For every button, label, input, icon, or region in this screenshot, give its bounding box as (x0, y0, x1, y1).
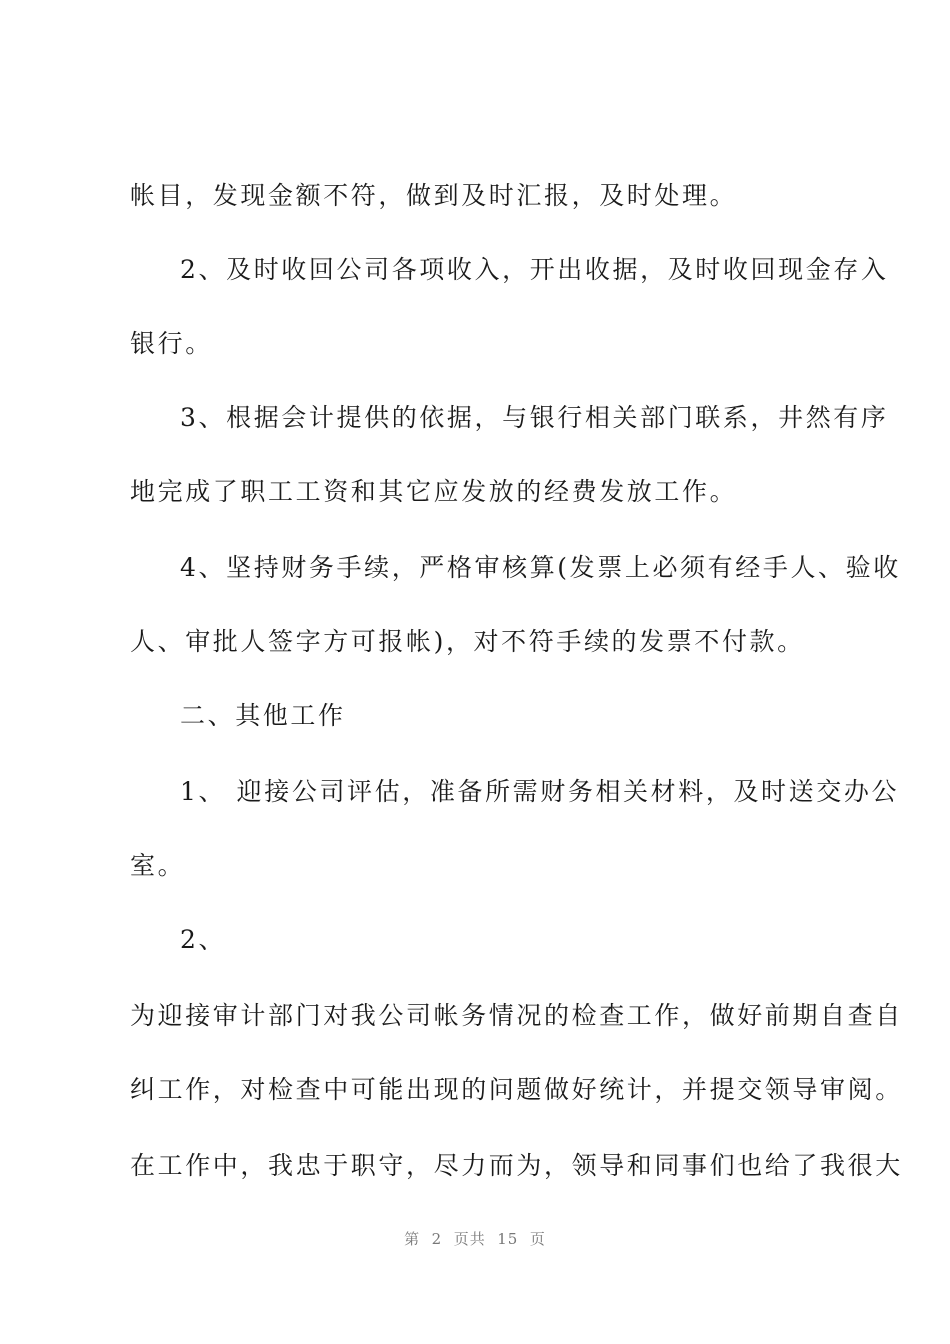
section-heading: 二、其他工作 (180, 701, 346, 730)
body-line-7: 人、审批人签字方可报帐)，对不符手续的发票不付款。 (130, 627, 805, 656)
body-line-1: 帐目，发现金额不符，做到及时汇报，及时处理。 (130, 181, 738, 210)
body-line-6: 4、坚持财务手续，严格审核算(发票上必须有经手人、验收 (180, 553, 901, 582)
body-line-3: 银行。 (130, 329, 213, 358)
body-line-14: 在工作中，我忠于职守，尽力而为，领导和同事们也给了我很大 (130, 1151, 903, 1180)
body-line-4: 3、根据会计提供的依据，与银行相关部门联系，井然有序 (180, 403, 889, 432)
body-line-2: 2、及时收回公司各项收入，开出收据，及时收回现金存入 (180, 255, 889, 284)
body-line-5: 地完成了职工工资和其它应发放的经费发放工作。 (130, 477, 738, 506)
body-line-12: 为迎接审计部门对我公司帐务情况的检查工作，做好前期自查自 (130, 1001, 903, 1030)
body-line-9: 1、 迎接公司评估，准备所需财务相关材料，及时送交办公 (180, 777, 900, 806)
page-number-footer: 第 2 页共 15 页 (404, 1230, 546, 1248)
body-line-10: 室。 (130, 851, 186, 880)
body-line-13: 纠工作，对检查中可能出现的问题做好统计，并提交领导审阅。 (130, 1075, 903, 1104)
body-line-11: 2、 (180, 925, 227, 954)
